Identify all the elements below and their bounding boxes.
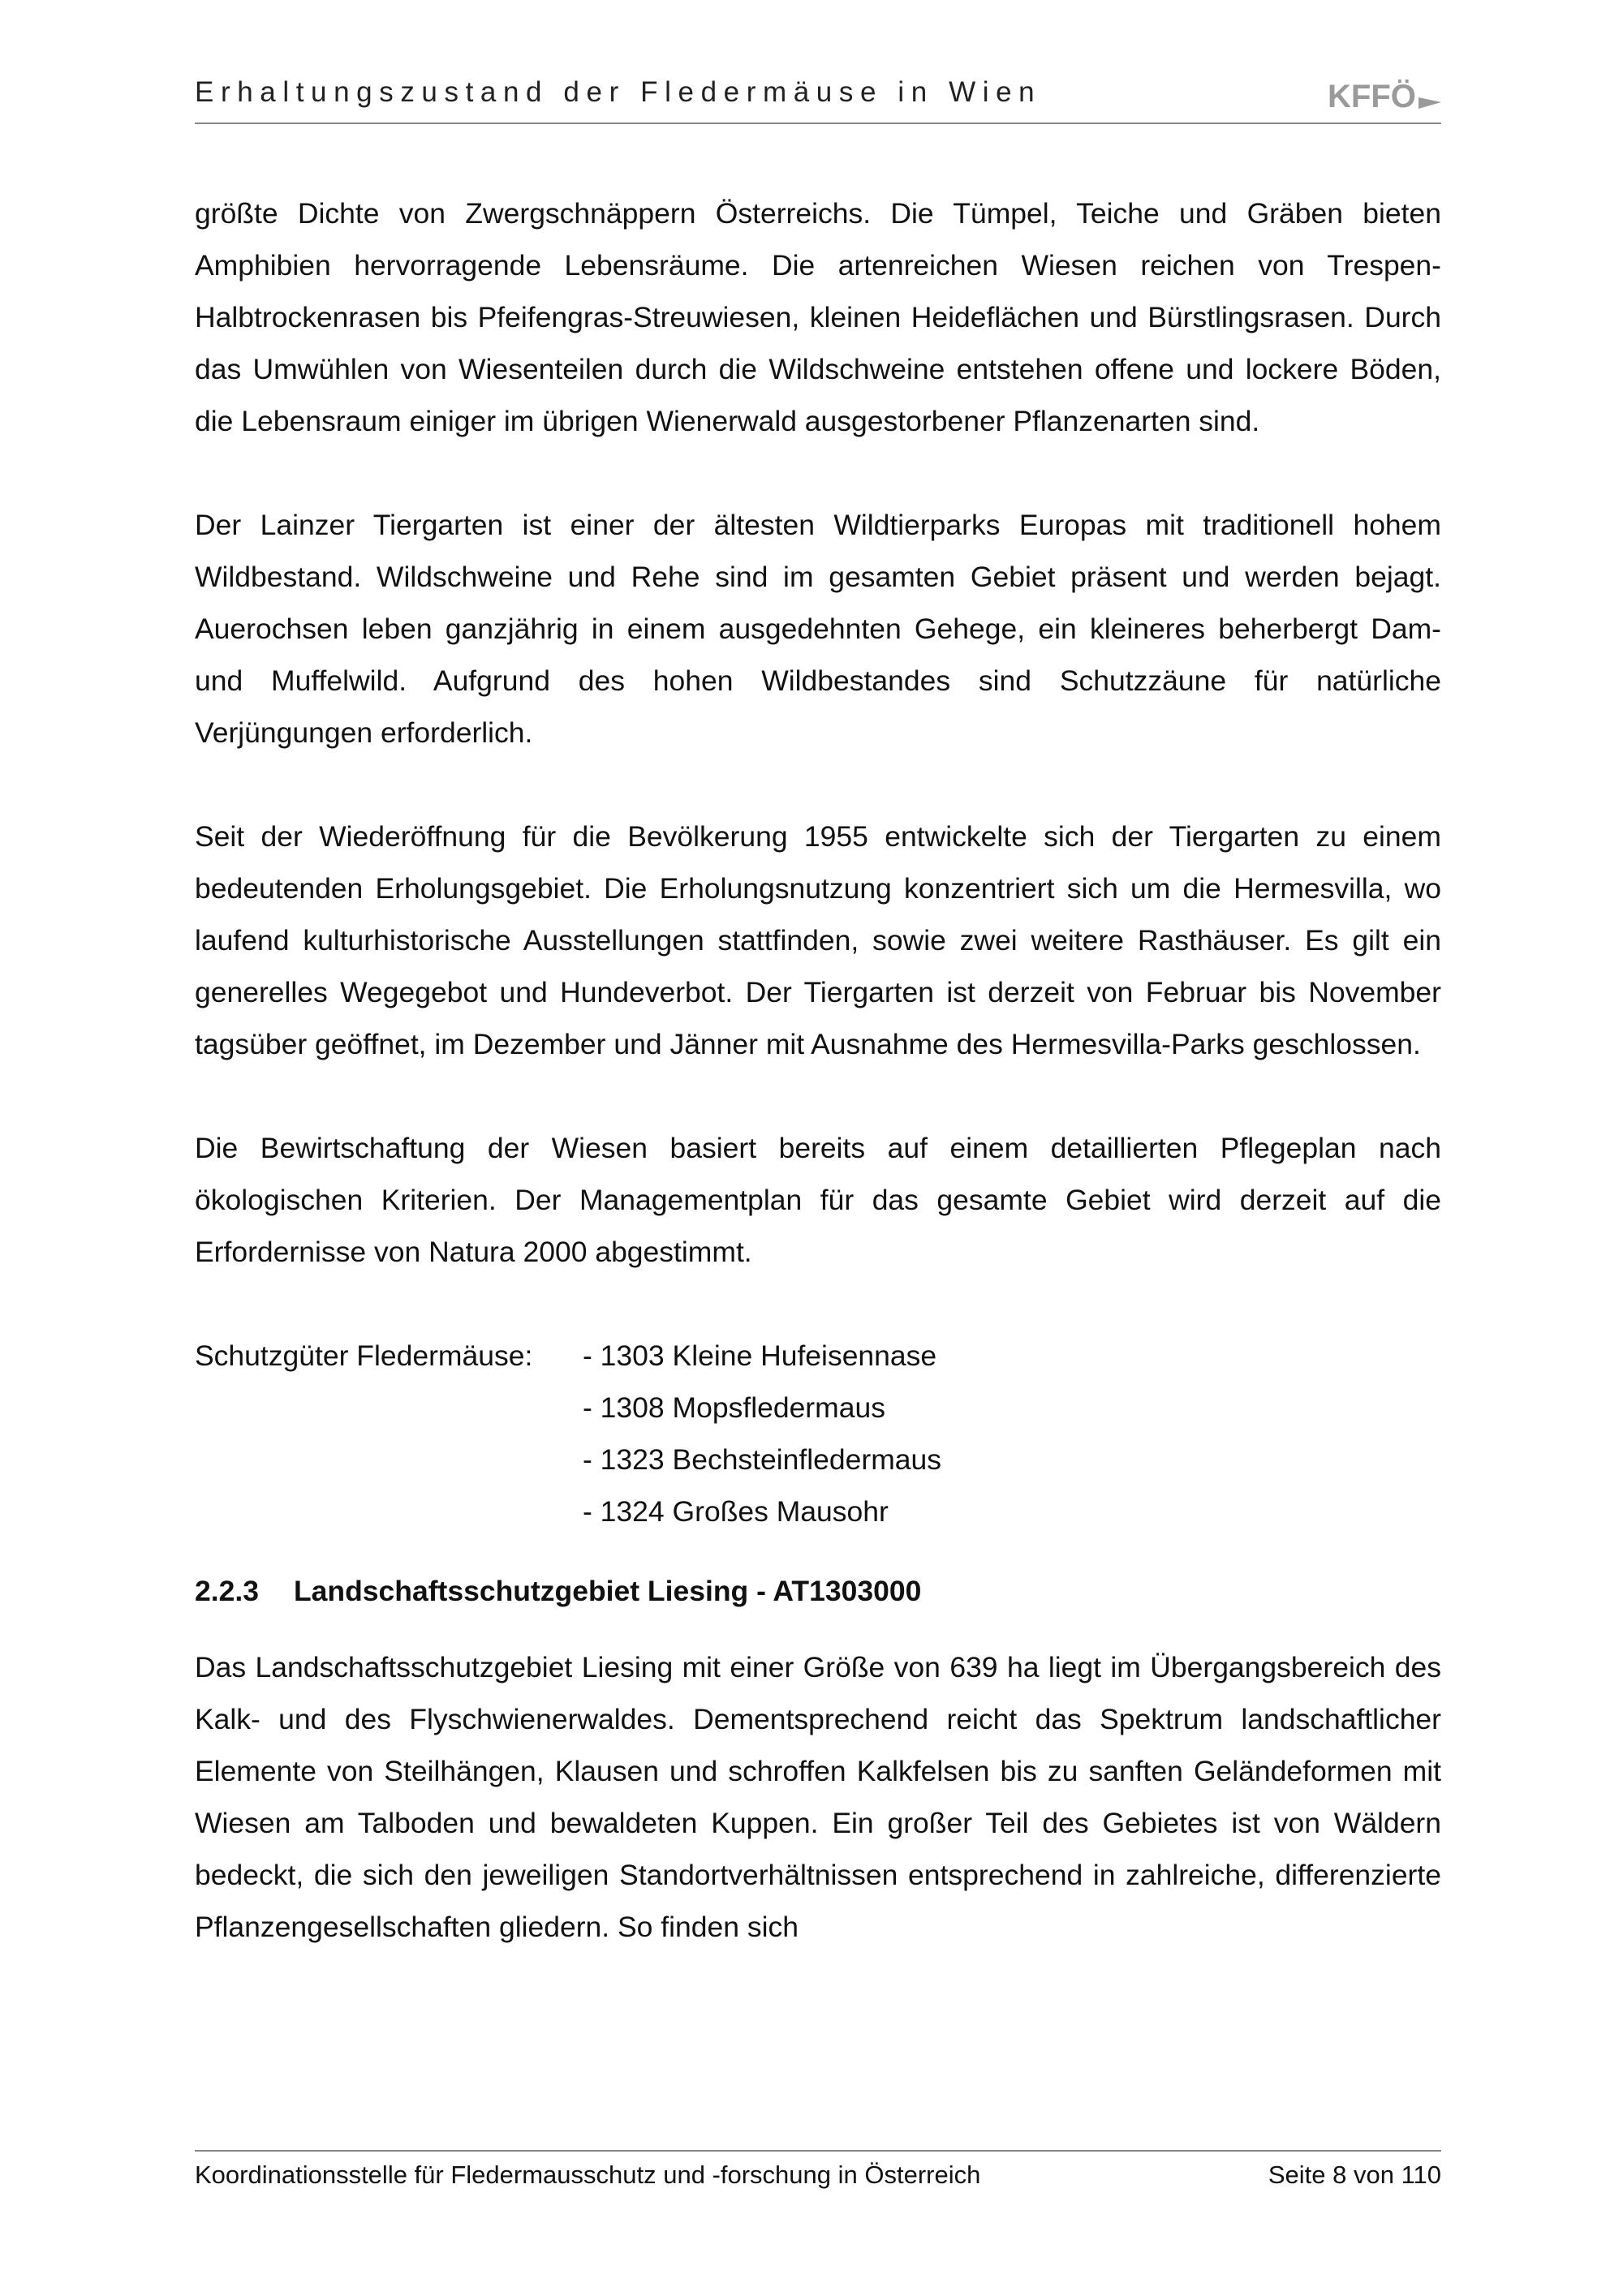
header-divider (195, 123, 1441, 124)
paragraph-1: größte Dichte von Zwergschnäppern Österreichs. Die Tümpel, Teiche und Gräben bieten Amphibien hervorragende Lebensräume. Die artenreichen Wiesen reichen von Trespen-Halbtrockenrasen bis Pfeifengras-Streuwiesen, kleinen Heideflächen und Bürstlingsrasen. Durch das Umwühlen von Wiesenteilen durch die Wildschweine entstehen offene und lockere Böden, die Lebensraum einiger im übrigen Wienerwald ausgestorbener Pflanzenarten sind. (195, 197, 1441, 437)
section-title: Landschaftsschutzgebiet Liesing - AT1303000 (294, 1575, 922, 1607)
list-item: - 1323 Bechsteinfledermaus (583, 1443, 942, 1476)
page-number: Seite 8 von 110 (1268, 2161, 1441, 2189)
kffoe-logo (1328, 75, 1441, 114)
logo-arrow-icon (1419, 97, 1441, 109)
running-header-title: Erhaltungszustand der Fledermäuse in Wien (195, 76, 1042, 108)
section-number: 2.2.3 (195, 1575, 259, 1607)
list-item: - 1308 Mopsfledermaus (583, 1391, 885, 1424)
document-body (195, 187, 1441, 2005)
protected-species-list (583, 1330, 941, 1537)
section-paragraph: Das Landschaftsschutzgebiet Liesing mit einer Größe von 639 ha liegt im Übergangsbereich des Kalk- und des Flyschwienerwaldes. Dementsprechend reicht das Spektrum landschaftlicher Elemente von Steilhängen, Klausen und schroffen Kalkfelsen bis zu sanften Geländeformen mit Wiesen am Talboden und bewaldeten Kuppen. Ein großer Teil des Gebietes ist von Wäldern bedeckt, die sich den jeweiligen Standortverhältnissen entsprechend in zahlreiche, differenzierte Pflanzengesellschaften gliedern. So finden sich (195, 1651, 1441, 1943)
protected-species-label: Schutzgüter Fledermäuse: (195, 1339, 533, 1372)
paragraph-3: Seit der Wiederöffnung für die Bevölkerung 1955 entwickelte sich der Tiergarten zu einem bedeutenden Erholungsgebiet. Die Erholungsnutzung konzentriert sich um die Hermesvilla, wo laufend kulturhistorische Ausstellungen stattfinden, sowie zwei weitere Rasthäuser. Es gilt ein generelles Wegegebot und Hundeverbot. Der Tiergarten ist derzeit von Februar bis November tagsüber geöffnet, im Dezember und Jänner mit Ausnahme des Hermesvilla-Parks geschlossen. (195, 820, 1441, 1060)
list-item: - 1303 Kleine Hufeisennase (583, 1339, 937, 1372)
footer-organization: Koordinationsstelle für Fledermausschutz und -forschung in Österreich (195, 2161, 981, 2189)
footer-divider (195, 2150, 1441, 2152)
paragraph-2: Der Lainzer Tiergarten ist einer der ältesten Wildtierparks Europas mit traditionell hohem Wildbestand. Wildschweine und Rehe sind im gesamten Gebiet präsent und werden bejagt. Auerochsen leben ganzjährig in einem ausgedehnten Gehege, ein kleineres beherbergt Dam- und Muffelwild. Aufgrund des hohen Wildbestandes sind Schutzzäune für natürliche Verjüngungen erforderlich. (195, 509, 1441, 749)
paragraph-4: Die Bewirtschaftung der Wiesen basiert bereits auf einem detaillierten Pflegeplan nach ökologischen Kriterien. Der Managementplan für das gesamte Gebiet wird derzeit auf die Erfordernisse von Natura 2000 abgestimmt. (195, 1132, 1441, 1268)
logo-text: KFFÖ (1328, 79, 1416, 114)
section-heading (195, 1565, 1441, 1617)
protected-species-block (195, 1330, 1441, 1537)
list-item: - 1324 Großes Mausohr (583, 1495, 889, 1528)
